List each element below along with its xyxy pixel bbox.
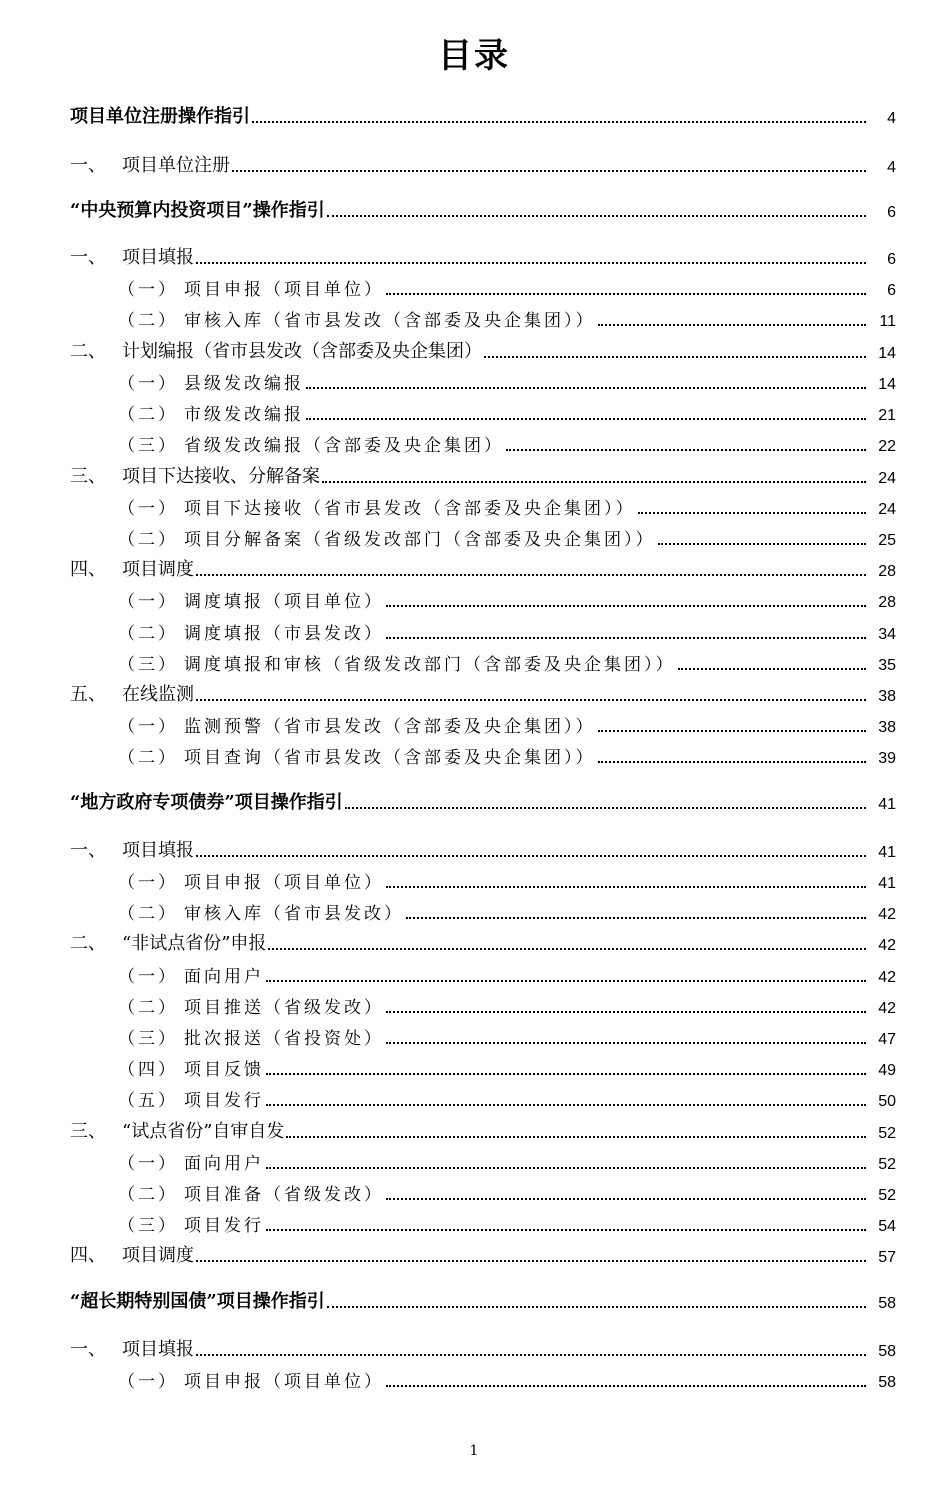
toc-leader-dots	[266, 1073, 866, 1075]
toc-entry-title: 县级发改编报	[184, 374, 304, 394]
toc-entry[interactable]	[70, 678, 896, 706]
toc-entry-title: 省级发改编报（含部委及央企集团）	[184, 436, 504, 456]
toc-entry-page: 24	[878, 501, 896, 518]
toc-entry[interactable]	[70, 149, 896, 177]
toc-entry-title: 项目下达接收、分解备案	[122, 466, 320, 487]
toc-entry-heading	[118, 962, 264, 987]
toc-entry-page: 49	[878, 1062, 896, 1079]
toc-entry-title: 项目查询（省市县发改（含部委及央企集团））	[184, 748, 596, 768]
toc-entry[interactable]	[70, 1285, 896, 1313]
toc-entry-number: 二、	[70, 341, 106, 362]
toc-leader-dots	[196, 1260, 866, 1262]
toc-entry-page: 42	[878, 1000, 896, 1017]
toc-entry-number: 二、	[70, 933, 106, 954]
toc-entry-page: 52	[878, 1125, 896, 1142]
toc-entry[interactable]	[118, 272, 896, 300]
toc-entry[interactable]	[70, 100, 896, 128]
toc-entry-page: 42	[878, 937, 896, 954]
toc-entry-heading	[118, 1055, 264, 1080]
page-number: 1	[469, 1443, 479, 1459]
toc-leader-dots	[306, 387, 866, 389]
toc-entry-title: “地方政府专项债券”项目操作指引	[70, 792, 343, 813]
toc-leader-dots	[678, 668, 867, 670]
toc-entry-page: 52	[878, 1187, 896, 1204]
toc-entry-number: 一、	[70, 247, 106, 268]
toc-entry[interactable]	[70, 460, 896, 488]
toc-entry[interactable]	[118, 1083, 896, 1111]
toc-entry-page: 52	[878, 1156, 896, 1173]
toc-entry-number: 四、	[70, 559, 106, 580]
toc-entry-number: （一）	[118, 592, 178, 612]
toc-leader-dots	[266, 1104, 866, 1106]
toc-entry-number: 一、	[70, 840, 106, 861]
toc-entry-title: 计划编报（省市县发改（含部委及央企集团）	[122, 341, 482, 362]
toc-entry[interactable]	[118, 740, 896, 768]
toc-entry-heading	[70, 1335, 194, 1361]
toc-entry-page: 34	[878, 626, 896, 643]
toc-entry[interactable]	[118, 647, 896, 675]
toc-leader-dots	[196, 1354, 866, 1356]
toc-leader-dots	[286, 1136, 866, 1138]
toc-entry-page: 38	[878, 719, 896, 736]
toc-leader-dots	[598, 324, 867, 326]
toc-leader-dots	[196, 574, 866, 576]
toc-entry-title: 项目申报（项目单位）	[184, 873, 384, 893]
toc-entry-heading	[118, 1086, 264, 1111]
toc-entry-title: 项目发行	[184, 1216, 264, 1236]
toc-entry-title: 项目分解备案（省级发改部门（含部委及央企集团））	[184, 530, 656, 550]
toc-entry-page: 14	[878, 376, 896, 393]
toc-entry-page: 58	[878, 1374, 896, 1391]
toc-leader-dots	[638, 512, 867, 514]
toc-entry-title: 调度填报和审核（省级发改部门（含部委及央企集团））	[184, 655, 676, 675]
toc-entry-heading	[118, 400, 304, 425]
toc-entry-page: 50	[878, 1093, 896, 1110]
toc-entry-number: （二）	[118, 405, 178, 425]
toc-entry-title: 项目申报（项目单位）	[184, 280, 384, 300]
toc-entry[interactable]	[70, 1115, 896, 1143]
toc-entry[interactable]	[118, 366, 896, 394]
toc-entry-heading	[70, 337, 482, 363]
toc-entry-page: 54	[878, 1218, 896, 1235]
toc-entry-heading	[118, 494, 636, 519]
toc-entry-title: 面向用户	[184, 1154, 264, 1174]
toc-entry[interactable]	[118, 1146, 896, 1174]
toc-entry-heading	[70, 102, 250, 128]
toc-entry-number: 三、	[70, 1121, 106, 1142]
toc-entry-page: 57	[878, 1249, 896, 1266]
toc-entry-page: 28	[878, 594, 896, 611]
toc-entry[interactable]	[118, 865, 896, 893]
toc-entry-number: （一）	[118, 873, 178, 893]
toc-entry-number: （一）	[118, 280, 178, 300]
toc-entry-number: （一）	[118, 967, 178, 987]
toc-entry-title: 面向用户	[184, 967, 264, 987]
toc-leader-dots	[345, 807, 866, 809]
toc-entry[interactable]	[118, 1177, 896, 1205]
toc-entry[interactable]	[118, 491, 896, 519]
toc-entry-heading	[70, 243, 194, 269]
toc-entry-heading	[118, 868, 384, 893]
toc-entry[interactable]	[118, 990, 896, 1018]
toc-leader-dots	[658, 543, 867, 545]
toc-entry-heading	[70, 1117, 284, 1143]
toc-entry-title: “非试点省份”申报	[122, 933, 267, 954]
toc-entry[interactable]	[70, 1333, 896, 1361]
toc-leader-dots	[598, 761, 867, 763]
toc-entry-number: （三）	[118, 436, 178, 456]
toc-entry-number: （一）	[118, 374, 178, 394]
toc-entry-heading	[118, 1211, 264, 1236]
toc-entry-heading	[118, 899, 404, 924]
toc-entry[interactable]	[118, 959, 896, 987]
toc-entry-title: 项目准备（省级发改）	[184, 1185, 384, 1205]
toc-entry-heading	[118, 1149, 264, 1174]
toc-entry[interactable]	[70, 241, 896, 269]
toc-entry-title: “试点省份”自审自发	[122, 1121, 285, 1142]
toc-leader-dots	[252, 121, 866, 123]
toc-entry-heading	[118, 1367, 384, 1392]
toc-leader-dots	[196, 855, 866, 857]
toc-entry-page: 25	[878, 532, 896, 549]
toc-entry-heading	[70, 836, 194, 862]
toc-entry-number: 五、	[70, 684, 106, 705]
toc-entry-page: 28	[878, 563, 896, 580]
toc-entry-heading	[70, 196, 325, 222]
toc-entry-title: 项目发行	[184, 1091, 264, 1111]
toc-entry-title: 项目调度	[122, 1245, 194, 1266]
toc-entry-heading	[70, 929, 266, 955]
toc-entry[interactable]	[118, 428, 896, 456]
toc-entry-number: （二）	[118, 530, 178, 550]
toc-entry-title: 项目单位注册	[122, 155, 230, 176]
toc-entry-heading	[70, 680, 194, 706]
toc-entry-page: 4	[887, 159, 896, 176]
toc-entry-number: （五）	[118, 1091, 178, 1111]
toc-entry-title: 监测预警（省市县发改（含部委及央企集团））	[184, 717, 596, 737]
toc-entry-page: 6	[887, 204, 896, 221]
toc-entry-number: 一、	[70, 155, 106, 176]
toc-entry-number: （一）	[118, 499, 178, 519]
toc-entry-page: 42	[878, 906, 896, 923]
toc-entry[interactable]	[118, 709, 896, 737]
toc-entry-title: “中央预算内投资项目”操作指引	[70, 200, 325, 221]
toc-entry-number: （一）	[118, 1372, 178, 1392]
toc-leader-dots	[327, 1306, 866, 1308]
toc-entry-page: 6	[887, 282, 896, 299]
toc-entry[interactable]	[118, 522, 896, 550]
toc-leader-dots	[386, 1042, 866, 1044]
toc-entry-heading	[70, 462, 320, 488]
toc-entry-heading	[70, 788, 343, 814]
toc-entry-title: 审核入库（省市县发改）	[184, 904, 404, 924]
toc-entry-heading	[118, 306, 596, 331]
toc-entry-page: 41	[878, 796, 896, 813]
toc-entry[interactable]	[118, 1021, 896, 1049]
toc-entry-number: （四）	[118, 1060, 178, 1080]
toc-entry-number: （二）	[118, 904, 178, 924]
page-title: 目录	[438, 36, 510, 76]
toc-leader-dots	[306, 418, 866, 420]
toc-entry[interactable]	[118, 397, 896, 425]
toc-entry-title: 项目调度	[122, 559, 194, 580]
toc-leader-dots	[327, 215, 866, 217]
toc-entry-heading	[118, 369, 304, 394]
toc-entry-title: 项目申报（项目单位）	[184, 1372, 384, 1392]
toc-entry-heading	[118, 1024, 384, 1049]
toc-leader-dots	[232, 170, 866, 172]
toc-entry[interactable]	[118, 303, 896, 331]
toc-entry-number: （三）	[118, 655, 178, 675]
toc-entry-page: 41	[878, 875, 896, 892]
toc-entry-page: 4	[887, 110, 896, 127]
toc-entry-page: 6	[887, 251, 896, 268]
toc-leader-dots	[266, 980, 866, 982]
toc-entry-title: 调度填报（项目单位）	[184, 592, 384, 612]
toc-entry-heading	[118, 525, 656, 550]
toc-leader-dots	[386, 1385, 866, 1387]
toc-entry-page: 41	[878, 844, 896, 861]
toc-leader-dots	[484, 356, 866, 358]
toc-leader-dots	[406, 917, 866, 919]
toc-entry-page: 24	[878, 470, 896, 487]
toc-leader-dots	[266, 1167, 866, 1169]
toc-entry-heading	[70, 555, 194, 581]
toc-entry[interactable]	[118, 1364, 896, 1392]
toc-entry-page: 22	[878, 438, 896, 455]
toc-entry-number: （二）	[118, 624, 178, 644]
toc-entry-heading	[70, 151, 230, 177]
toc-entry-number: （一）	[118, 717, 178, 737]
toc-entry[interactable]	[118, 1208, 896, 1236]
toc-entry-title: 项目填报	[122, 1339, 194, 1360]
toc-entry-heading	[118, 993, 384, 1018]
toc-entry-number: （二）	[118, 748, 178, 768]
toc-leader-dots	[386, 293, 866, 295]
toc-entry-title: 审核入库（省市县发改（含部委及央企集团））	[184, 311, 596, 331]
toc-leader-dots	[386, 1198, 866, 1200]
toc-entry-number: （二）	[118, 1185, 178, 1205]
toc-entry[interactable]	[118, 1052, 896, 1080]
toc-entry-title: 项目下达接收（省市县发改（含部委及央企集团））	[184, 499, 636, 519]
toc-leader-dots	[196, 699, 866, 701]
toc-entry-title: 项目单位注册操作指引	[70, 106, 250, 127]
toc-entry-title: 调度填报（市县发改）	[184, 624, 384, 644]
toc-entry-page: 58	[878, 1343, 896, 1360]
toc-entry-page: 42	[878, 969, 896, 986]
toc-leader-dots	[506, 449, 866, 451]
toc-entry[interactable]	[70, 553, 896, 581]
toc-leader-dots	[386, 605, 866, 607]
toc-entry[interactable]	[70, 335, 896, 363]
toc-entry-heading	[118, 275, 384, 300]
toc-leader-dots	[386, 1011, 866, 1013]
toc-leader-dots	[266, 1229, 866, 1231]
toc-entry-title: “超长期特别国债”项目操作指引	[70, 1291, 325, 1312]
toc-entry-number: （一）	[118, 1154, 178, 1174]
toc-entry-title: 批次报送（省投资处）	[184, 1029, 384, 1049]
toc-entry-number: （二）	[118, 311, 178, 331]
toc-leader-dots	[386, 637, 866, 639]
toc-entry[interactable]	[118, 616, 896, 644]
toc-leader-dots	[196, 262, 866, 264]
toc-entry-heading	[70, 1287, 325, 1313]
toc-entry-page: 47	[878, 1031, 896, 1048]
toc-entry-heading	[118, 431, 504, 456]
toc-entry-page: 39	[878, 750, 896, 767]
toc-entry-heading	[118, 743, 596, 768]
toc-entry-number: （三）	[118, 1029, 178, 1049]
toc-entry-number: 三、	[70, 466, 106, 487]
toc-entry-title: 项目推送（省级发改）	[184, 998, 384, 1018]
toc-entry[interactable]	[70, 834, 896, 862]
toc-entry-number: 一、	[70, 1339, 106, 1360]
toc-entry-heading	[70, 1241, 194, 1267]
toc-leader-dots	[268, 948, 866, 950]
toc-entry-title: 项目反馈	[184, 1060, 264, 1080]
toc-entry-title: 项目填报	[122, 247, 194, 268]
toc-entry[interactable]	[70, 786, 896, 814]
toc-entry-page: 58	[878, 1295, 896, 1312]
toc-entry-heading	[118, 1180, 384, 1205]
toc-entry-heading	[118, 712, 596, 737]
toc-entry-page: 38	[878, 688, 896, 705]
toc-leader-dots	[598, 730, 867, 732]
toc-entry[interactable]	[70, 194, 896, 222]
toc-entry-page: 21	[878, 407, 896, 424]
toc-entry[interactable]	[118, 896, 896, 924]
toc-entry-heading	[118, 619, 384, 644]
toc-entry-number: 四、	[70, 1245, 106, 1266]
toc-entry-heading	[118, 587, 384, 612]
toc-entry-number: （三）	[118, 1216, 178, 1236]
toc-entry-page: 11	[879, 313, 896, 330]
toc-entry[interactable]	[70, 927, 896, 955]
toc-entry-page: 14	[878, 345, 896, 362]
toc-entry[interactable]	[70, 1239, 896, 1267]
toc-entry[interactable]	[118, 584, 896, 612]
toc-leader-dots	[386, 886, 866, 888]
toc-leader-dots	[322, 481, 866, 483]
toc-entry-title: 项目填报	[122, 840, 194, 861]
toc-entry-page: 35	[878, 657, 896, 674]
toc-entry-heading	[118, 650, 676, 675]
toc-entry-number: （二）	[118, 998, 178, 1018]
toc-entry-title: 在线监测	[122, 684, 194, 705]
toc-entry-title: 市级发改编报	[184, 405, 304, 425]
